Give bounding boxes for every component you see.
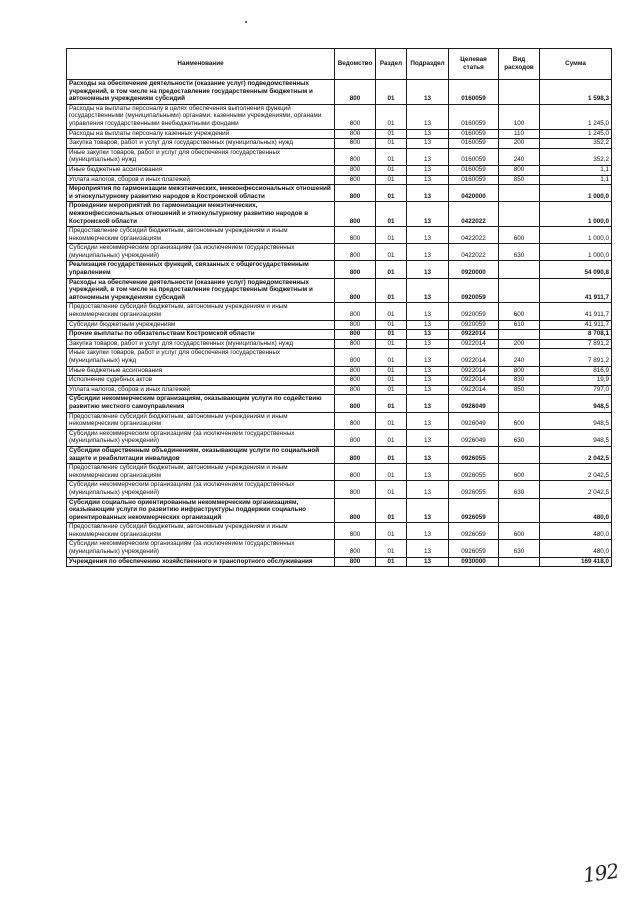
table-row — [67, 139, 612, 149]
cell-name: Предоставление субсидий бюджетным, автономным учреждениям и иным некоммерческим организациям — [67, 464, 335, 481]
cell-vid-raskhodov: 600 — [499, 227, 540, 244]
cell-celevaya-statya: 0160059 — [449, 165, 499, 175]
cell-celevaya-statya: 0160059 — [449, 104, 499, 129]
cell-name: Расходы на выплаты персоналу в целях обеспечения выполнения функций государственными (муниципальными) органами, казенными учреждениями, органами управления государственными внебюджетными фондами — [67, 104, 335, 129]
table-row — [67, 202, 612, 227]
cell-vid-raskhodov: 630 — [499, 540, 540, 557]
cell-name: Расходы на обеспечение деятельности (оказание услуг) подведомственных учреждений, в том числе на предоставление государственным бюджетным и автономным учреждениям субсидий — [67, 80, 335, 105]
page-number: 192 — [581, 858, 620, 888]
cell-name: Проведение мероприятий по гармонизации межэтнических, межконфессиональных отношений и этнокультурному развитию народов в Костромской области — [67, 202, 335, 227]
cell-podrazdel: 13 — [407, 540, 449, 557]
cell-summa: 41 911,7 — [540, 303, 612, 320]
cell-summa: 7 891,2 — [540, 349, 612, 366]
cell-razdel: 01 — [376, 227, 407, 244]
table-row — [67, 523, 612, 540]
cell-celevaya-statya: 0922014 — [449, 366, 499, 376]
table-row — [67, 175, 612, 185]
cell-vedomstvo: 800 — [335, 80, 376, 105]
cell-summa: 948,5 — [540, 412, 612, 429]
table-row — [67, 429, 612, 446]
table-row — [67, 330, 612, 340]
cell-vid-raskhodov: 630 — [499, 244, 540, 261]
cell-celevaya-statya: 0926059 — [449, 540, 499, 557]
table-row — [67, 540, 612, 557]
table-row — [67, 446, 612, 463]
table-body — [67, 80, 612, 567]
cell-razdel: 01 — [376, 376, 407, 386]
cell-vedomstvo: 800 — [335, 385, 376, 395]
cell-name: Предоставление субсидий бюджетным, автономным учреждениям и иным некоммерческим организациям — [67, 227, 335, 244]
cell-podrazdel: 13 — [407, 557, 449, 567]
cell-name: Закупка товаров, работ и услуг для государственных (муниципальных) нужд — [67, 339, 335, 349]
cell-vid-raskhodov: 600 — [499, 523, 540, 540]
cell-razdel: 01 — [376, 366, 407, 376]
cell-summa: 1 000,0 — [540, 227, 612, 244]
cell-celevaya-statya: 0920059 — [449, 278, 499, 303]
cell-name: Субсидии некоммерческим организациям (за исключением государственных (муниципальных) учреждений) — [67, 244, 335, 261]
cell-name: Иные бюджетные ассигнования — [67, 165, 335, 175]
cell-summa: 2 042,5 — [540, 464, 612, 481]
cell-podrazdel: 13 — [407, 303, 449, 320]
cell-vedomstvo: 800 — [335, 139, 376, 149]
cell-celevaya-statya: 0160059 — [449, 129, 499, 139]
budget-table — [66, 48, 612, 567]
cell-podrazdel: 13 — [407, 330, 449, 340]
cell-summa: 352,2 — [540, 139, 612, 149]
cell-vid-raskhodov: 100 — [499, 104, 540, 129]
table-row — [67, 339, 612, 349]
cell-podrazdel: 13 — [407, 175, 449, 185]
table-row — [67, 303, 612, 320]
cell-summa: 8 708,1 — [540, 330, 612, 340]
header-name: Наименование — [67, 49, 335, 80]
cell-vid-raskhodov — [499, 330, 540, 340]
cell-summa: 1 245,0 — [540, 129, 612, 139]
cell-vedomstvo: 800 — [335, 429, 376, 446]
header-vedomstvo: Ведомство — [335, 49, 376, 80]
cell-vid-raskhodov: 830 — [499, 376, 540, 386]
cell-razdel: 01 — [376, 278, 407, 303]
cell-razdel: 01 — [376, 80, 407, 105]
cell-vedomstvo: 800 — [335, 202, 376, 227]
table-row — [67, 557, 612, 567]
cell-vedomstvo: 800 — [335, 148, 376, 165]
cell-name: Иные закупки товаров, работ и услуг для обеспечения государственных (муниципальных) нужд — [67, 148, 335, 165]
cell-summa: 54 090,8 — [540, 261, 612, 278]
cell-summa: 2 042,5 — [540, 446, 612, 463]
cell-razdel: 01 — [376, 557, 407, 567]
cell-summa: 1 245,0 — [540, 104, 612, 129]
cell-razdel: 01 — [376, 175, 407, 185]
cell-razdel: 01 — [376, 104, 407, 129]
cell-vid-raskhodov: 630 — [499, 481, 540, 498]
header-summa: Сумма — [540, 49, 612, 80]
cell-name: Исполнение судебных актов — [67, 376, 335, 386]
cell-name: Субсидии некоммерческим организациям (за исключением государственных (муниципальных) учреждений) — [67, 429, 335, 446]
cell-vid-raskhodov — [499, 395, 540, 412]
cell-celevaya-statya: 0922014 — [449, 385, 499, 395]
cell-razdel: 01 — [376, 330, 407, 340]
cell-vid-raskhodov: 240 — [499, 349, 540, 366]
cell-vedomstvo: 800 — [335, 523, 376, 540]
cell-celevaya-statya: 0926059 — [449, 498, 499, 523]
cell-name: Расходы на обеспечение деятельности (оказание услуг) подведомственных учреждений, в том числе на предоставление государственным бюджетным и автономным учреждениям субсидий — [67, 278, 335, 303]
cell-vid-raskhodov: 610 — [499, 320, 540, 330]
cell-podrazdel: 13 — [407, 261, 449, 278]
cell-razdel: 01 — [376, 320, 407, 330]
cell-vid-raskhodov — [499, 446, 540, 463]
cell-celevaya-statya: 0160059 — [449, 80, 499, 105]
cell-podrazdel: 13 — [407, 464, 449, 481]
cell-name: Предоставление субсидий бюджетным, автономным учреждениям и иным некоммерческим организациям — [67, 303, 335, 320]
cell-name: Субсидии бюджетным учреждениям — [67, 320, 335, 330]
table-row — [67, 395, 612, 412]
cell-vedomstvo: 800 — [335, 129, 376, 139]
cell-vid-raskhodov: 110 — [499, 129, 540, 139]
cell-podrazdel: 13 — [407, 244, 449, 261]
cell-name: Мероприятия по гармонизации межэтнических, межконфессиональных отношений и этнокультурному развитию народов в Костромской области — [67, 185, 335, 202]
cell-razdel: 01 — [376, 185, 407, 202]
cell-podrazdel: 13 — [407, 523, 449, 540]
cell-vedomstvo: 800 — [335, 278, 376, 303]
cell-vid-raskhodov — [499, 202, 540, 227]
cell-vid-raskhodov: 850 — [499, 175, 540, 185]
cell-vedomstvo: 800 — [335, 330, 376, 340]
cell-podrazdel: 13 — [407, 148, 449, 165]
cell-razdel: 01 — [376, 202, 407, 227]
cell-razdel: 01 — [376, 303, 407, 320]
cell-name: Предоставление субсидий бюджетным, автономным учреждениям и иным некоммерческим организациям — [67, 412, 335, 429]
cell-vid-raskhodov — [499, 80, 540, 105]
cell-razdel: 01 — [376, 349, 407, 366]
cell-podrazdel: 13 — [407, 366, 449, 376]
cell-celevaya-statya: 0160059 — [449, 148, 499, 165]
cell-celevaya-statya: 0420000 — [449, 185, 499, 202]
cell-celevaya-statya: 0922014 — [449, 339, 499, 349]
table-row — [67, 80, 612, 105]
cell-vid-raskhodov — [499, 557, 540, 567]
cell-vedomstvo: 800 — [335, 320, 376, 330]
cell-name: Учреждения по обеспечению хозяйственного и транспортного обслуживания — [67, 557, 335, 567]
cell-podrazdel: 13 — [407, 339, 449, 349]
cell-vedomstvo: 800 — [335, 366, 376, 376]
cell-celevaya-statya: 0920000 — [449, 261, 499, 278]
cell-celevaya-statya: 0926059 — [449, 523, 499, 540]
cell-name: Закупка товаров, работ и услуг для государственных (муниципальных) нужд — [67, 139, 335, 149]
cell-vedomstvo: 800 — [335, 395, 376, 412]
table-row — [67, 366, 612, 376]
cell-celevaya-statya: 0930000 — [449, 557, 499, 567]
table-row — [67, 498, 612, 523]
cell-razdel: 01 — [376, 429, 407, 446]
cell-celevaya-statya: 0922014 — [449, 349, 499, 366]
cell-name: Субсидии социально ориентированным некоммерческим организациям, оказывающим услуги по развитию инфраструктуры поддержки социально ориентированных некоммерческих организаций — [67, 498, 335, 523]
cell-podrazdel: 13 — [407, 320, 449, 330]
cell-podrazdel: 13 — [407, 129, 449, 139]
cell-name: Уплата налогов, сборов и иных платежей — [67, 385, 335, 395]
cell-vedomstvo: 800 — [335, 557, 376, 567]
table-row — [67, 244, 612, 261]
cell-summa: 948,5 — [540, 395, 612, 412]
cell-razdel: 01 — [376, 339, 407, 349]
cell-vid-raskhodov — [499, 185, 540, 202]
cell-name: Расходы на выплаты персоналу казенных учреждений — [67, 129, 335, 139]
table-row — [67, 261, 612, 278]
cell-summa: 480,0 — [540, 523, 612, 540]
cell-celevaya-statya: 0422022 — [449, 244, 499, 261]
cell-vid-raskhodov: 600 — [499, 464, 540, 481]
cell-razdel: 01 — [376, 244, 407, 261]
table-row — [67, 464, 612, 481]
header-celevaya-statya: Целевая статья — [449, 49, 499, 80]
cell-vedomstvo: 800 — [335, 498, 376, 523]
cell-vedomstvo: 800 — [335, 227, 376, 244]
cell-celevaya-statya: 0920059 — [449, 303, 499, 320]
table-row — [67, 385, 612, 395]
table-row — [67, 129, 612, 139]
table-row — [67, 412, 612, 429]
table-row — [67, 148, 612, 165]
cell-podrazdel: 13 — [407, 395, 449, 412]
cell-razdel: 01 — [376, 261, 407, 278]
cell-podrazdel: 13 — [407, 202, 449, 227]
cell-razdel: 01 — [376, 523, 407, 540]
cell-razdel: 01 — [376, 165, 407, 175]
cell-vedomstvo: 800 — [335, 349, 376, 366]
cell-podrazdel: 13 — [407, 185, 449, 202]
cell-vedomstvo: 800 — [335, 376, 376, 386]
cell-podrazdel: 13 — [407, 278, 449, 303]
cell-summa: 797,0 — [540, 385, 612, 395]
table-row — [67, 481, 612, 498]
cell-name: Субсидии некоммерческим организациям (за исключением государственных (муниципальных) учреждений) — [67, 540, 335, 557]
cell-vid-raskhodov: 850 — [499, 385, 540, 395]
header-podrazdel: Подраздел — [407, 49, 449, 80]
table-row — [67, 376, 612, 386]
table-row — [67, 349, 612, 366]
cell-vedomstvo: 800 — [335, 104, 376, 129]
cell-name: Субсидии некоммерческим организациям, оказывающим услуги по содействию развитию местного самоуправления — [67, 395, 335, 412]
cell-razdel: 01 — [376, 148, 407, 165]
cell-vid-raskhodov — [499, 261, 540, 278]
cell-vedomstvo: 800 — [335, 185, 376, 202]
cell-podrazdel: 13 — [407, 165, 449, 175]
cell-summa: 1 000,0 — [540, 244, 612, 261]
cell-podrazdel: 13 — [407, 80, 449, 105]
table-header-row — [67, 49, 612, 80]
cell-vedomstvo: 800 — [335, 412, 376, 429]
cell-podrazdel: 13 — [407, 376, 449, 386]
cell-vid-raskhodov: 800 — [499, 366, 540, 376]
cell-summa: 352,2 — [540, 148, 612, 165]
cell-vedomstvo: 800 — [335, 244, 376, 261]
cell-podrazdel: 13 — [407, 498, 449, 523]
cell-podrazdel: 13 — [407, 446, 449, 463]
cell-celevaya-statya: 0926055 — [449, 464, 499, 481]
cell-razdel: 01 — [376, 481, 407, 498]
cell-celevaya-statya: 0926049 — [449, 395, 499, 412]
cell-razdel: 01 — [376, 412, 407, 429]
cell-name: Иные бюджетные ассигнования — [67, 366, 335, 376]
cell-vedomstvo: 800 — [335, 303, 376, 320]
cell-razdel: 01 — [376, 498, 407, 523]
cell-vid-raskhodov: 200 — [499, 339, 540, 349]
cell-vedomstvo: 800 — [335, 175, 376, 185]
cell-name: Уплата налогов, сборов и иных платежей — [67, 175, 335, 185]
cell-celevaya-statya: 0160059 — [449, 139, 499, 149]
header-vid-raskhodov: Вид расходов — [499, 49, 540, 80]
cell-name: Субсидии общественным объединениям, оказывающим услуги по социальной защите и реабилитации инвалидов — [67, 446, 335, 463]
cell-razdel: 01 — [376, 129, 407, 139]
cell-summa: 41 911,7 — [540, 320, 612, 330]
table-row — [67, 185, 612, 202]
cell-razdel: 01 — [376, 139, 407, 149]
cell-vid-raskhodov: 600 — [499, 303, 540, 320]
table-row — [67, 227, 612, 244]
cell-celevaya-statya: 0926055 — [449, 446, 499, 463]
cell-celevaya-statya: 0926049 — [449, 429, 499, 446]
cell-vedomstvo: 800 — [335, 261, 376, 278]
cell-vedomstvo: 800 — [335, 464, 376, 481]
table-row — [67, 278, 612, 303]
scan-speck — [245, 21, 247, 23]
cell-vedomstvo: 800 — [335, 446, 376, 463]
cell-name: Реализация государственных функций, связанных с общегосударственным управлением — [67, 261, 335, 278]
table-row — [67, 104, 612, 129]
cell-summa: 1,1 — [540, 165, 612, 175]
cell-name: Иные закупки товаров, работ и услуг для обеспечения государственных (муниципальных) нужд — [67, 349, 335, 366]
cell-vid-raskhodov — [499, 278, 540, 303]
cell-name: Прочие выплаты по обязательствам Костромской области — [67, 330, 335, 340]
cell-vedomstvo: 800 — [335, 165, 376, 175]
cell-podrazdel: 13 — [407, 227, 449, 244]
cell-podrazdel: 13 — [407, 412, 449, 429]
cell-podrazdel: 13 — [407, 481, 449, 498]
cell-summa: 480,0 — [540, 498, 612, 523]
cell-celevaya-statya: 0922014 — [449, 330, 499, 340]
table-row — [67, 165, 612, 175]
cell-podrazdel: 13 — [407, 104, 449, 129]
cell-vid-raskhodov: 800 — [499, 165, 540, 175]
cell-celevaya-statya: 0160059 — [449, 175, 499, 185]
cell-vid-raskhodov: 240 — [499, 148, 540, 165]
cell-summa: 1 000,0 — [540, 202, 612, 227]
cell-razdel: 01 — [376, 395, 407, 412]
cell-podrazdel: 13 — [407, 385, 449, 395]
cell-vid-raskhodov: 630 — [499, 429, 540, 446]
cell-podrazdel: 13 — [407, 139, 449, 149]
cell-summa: 816,9 — [540, 366, 612, 376]
cell-vedomstvo: 800 — [335, 339, 376, 349]
cell-razdel: 01 — [376, 385, 407, 395]
cell-summa: 19,9 — [540, 376, 612, 386]
cell-summa: 169 418,0 — [540, 557, 612, 567]
cell-summa: 7 891,2 — [540, 339, 612, 349]
cell-name: Субсидии некоммерческим организациям (за исключением государственных (муниципальных) учреждений) — [67, 481, 335, 498]
cell-celevaya-statya: 0920059 — [449, 320, 499, 330]
cell-celevaya-statya: 0422022 — [449, 227, 499, 244]
cell-razdel: 01 — [376, 446, 407, 463]
cell-vedomstvo: 800 — [335, 481, 376, 498]
header-razdel: Раздел — [376, 49, 407, 80]
cell-podrazdel: 13 — [407, 429, 449, 446]
cell-summa: 41 911,7 — [540, 278, 612, 303]
cell-summa: 2 042,5 — [540, 481, 612, 498]
cell-vid-raskhodov — [499, 498, 540, 523]
cell-celevaya-statya: 0926055 — [449, 481, 499, 498]
cell-celevaya-statya: 0922014 — [449, 376, 499, 386]
cell-celevaya-statya: 0926049 — [449, 412, 499, 429]
table-row — [67, 320, 612, 330]
cell-razdel: 01 — [376, 464, 407, 481]
cell-razdel: 01 — [376, 540, 407, 557]
cell-summa: 1 598,3 — [540, 80, 612, 105]
cell-podrazdel: 13 — [407, 349, 449, 366]
cell-vid-raskhodov: 200 — [499, 139, 540, 149]
cell-vid-raskhodov: 600 — [499, 412, 540, 429]
cell-vedomstvo: 800 — [335, 540, 376, 557]
cell-summa: 480,0 — [540, 540, 612, 557]
cell-summa: 1,1 — [540, 175, 612, 185]
cell-name: Предоставление субсидий бюджетным, автономным учреждениям и иным некоммерческим организациям — [67, 523, 335, 540]
cell-summa: 1 000,0 — [540, 185, 612, 202]
cell-summa: 948,5 — [540, 429, 612, 446]
cell-celevaya-statya: 0422022 — [449, 202, 499, 227]
